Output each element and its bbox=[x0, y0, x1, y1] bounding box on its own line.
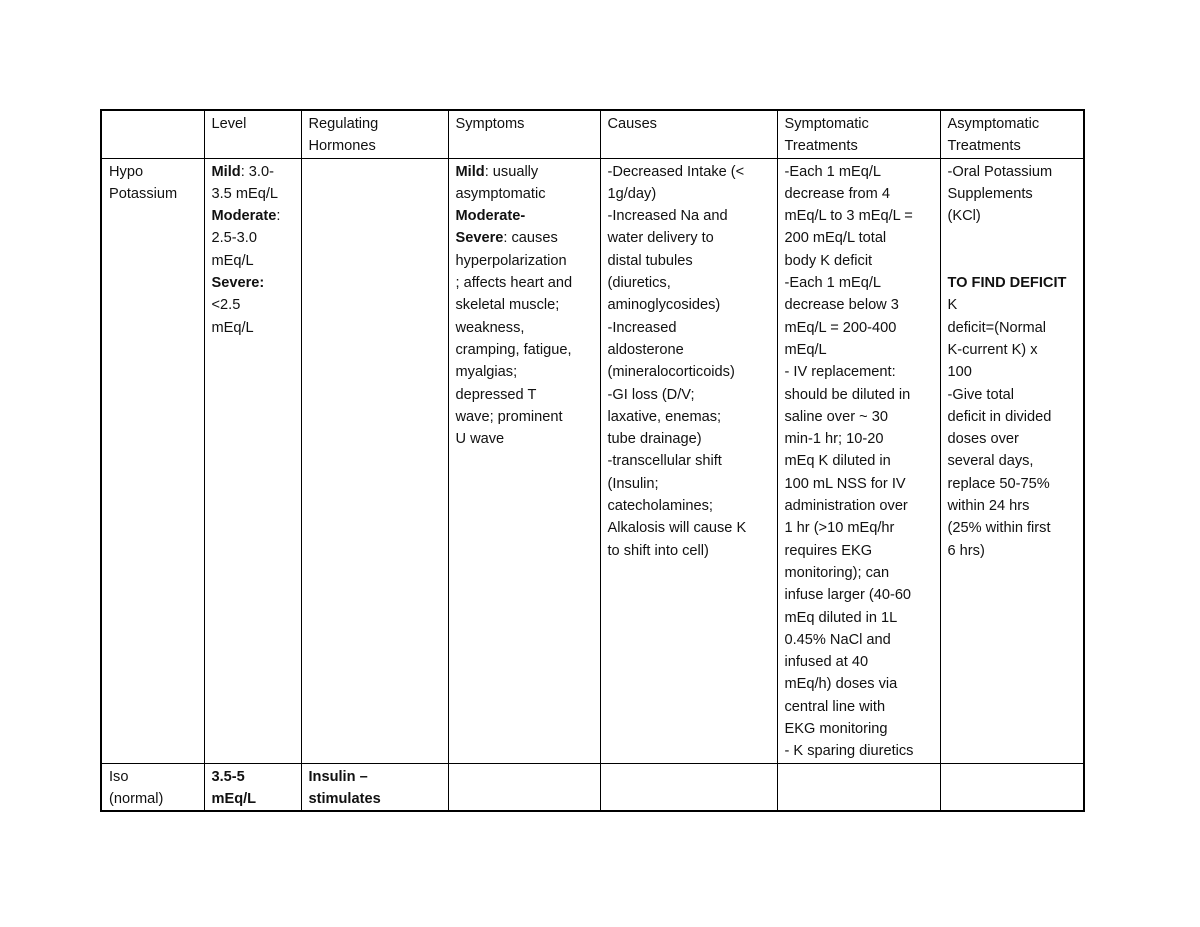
iso-label-cell: Iso (normal) bbox=[101, 763, 204, 811]
iso-level-cell: 3.5-5 mEq/L bbox=[204, 763, 301, 811]
symptoms-mild-label: Mild bbox=[455, 163, 485, 180]
iso-symptoms-cell bbox=[448, 763, 600, 811]
header-regulating-hormones: Regulating Hormones bbox=[301, 110, 448, 158]
header-blank-cell bbox=[101, 110, 204, 158]
hypo-label-cell: Hypo Potassium bbox=[101, 158, 204, 763]
hypo-level-cell: Mild: 3.0- 3.5 mEq/L Moderate: 2.5-3.0 mEq/L Severe: <2.5 mEq/L bbox=[204, 158, 301, 763]
hypo-asymptomatic-treatments-cell: -Oral Potassium Supplements (KCl) TO FIND DEFICIT K deficit=(Normal K-current K) x 100 -Give total deficit in divided doses over several days, replace 50-75% within 24 hrs (25% within first 6 hrs) bbox=[940, 158, 1084, 763]
potassium-table bbox=[100, 109, 1085, 812]
iso-causes-cell bbox=[600, 763, 777, 811]
header-symptoms: Symptoms bbox=[448, 110, 600, 158]
mild-label: Mild bbox=[211, 163, 241, 180]
header-level: Level bbox=[204, 110, 301, 158]
hypo-potassium-row bbox=[101, 158, 1084, 763]
iso-normal-row bbox=[101, 763, 1084, 811]
insulin-label: Insulin bbox=[308, 768, 356, 785]
header-causes: Causes bbox=[600, 110, 777, 158]
iso-asymptomatic-cell bbox=[940, 763, 1084, 811]
iso-symptomatic-cell bbox=[777, 763, 940, 811]
header-symptomatic-treatments: Symptomatic Treatments bbox=[777, 110, 940, 158]
deficit-heading: TO FIND DEFICIT bbox=[947, 275, 1067, 292]
moderate-label: Moderate bbox=[211, 208, 277, 225]
severe-label: Severe: bbox=[211, 275, 265, 292]
hypo-symptomatic-treatments-cell: -Each 1 mEq/L decrease from 4 mEq/L to 3 mEq/L = 200 mEq/L total body K deficit -Each 1 mEq/L decrease below 3 mEq/L = 200-400 mEq/L - IV replacement: should be diluted in saline over ~ 30 min-1 hr; 10-20 mEq K diluted in 100 mL NSS for IV administration over 1 hr (>10 mEq/hr requires EKG monitoring); can infuse larger (40-60 mEq diluted in 1L 0.45% NaCl and infused at 40 mEq/h) doses via central line with EKG monitoring - K sparing diuretics bbox=[777, 158, 940, 763]
hypo-symptoms-cell: Mild: usually asymptomatic Moderate- Severe: causes hyperpolarization ; affects heart and skeletal muscle; weakness, cramping, fatigue, myalgias; depressed T wave; prominent U wave bbox=[448, 158, 600, 763]
symptoms-moderate-label: Moderate- bbox=[455, 208, 526, 225]
iso-hormones-cell: Insulin – stimulates bbox=[301, 763, 448, 811]
hypo-causes-cell: -Decreased Intake (< 1g/day) -Increased Na and water delivery to distal tubules (diuretics, aminoglycosides) -Increased aldosterone (mineralocorticoids) -GI loss (D/V; laxative, enemas; tube drainage) -transcellular shift (Insulin; catecholamines; Alkalosis will cause K to shift into cell) bbox=[600, 158, 777, 763]
header-row bbox=[101, 110, 1084, 158]
symptoms-severe-label: Severe bbox=[455, 230, 504, 247]
hypo-hormones-cell bbox=[301, 158, 448, 763]
header-asymptomatic-treatments: Asymptomatic Treatments bbox=[940, 110, 1084, 158]
